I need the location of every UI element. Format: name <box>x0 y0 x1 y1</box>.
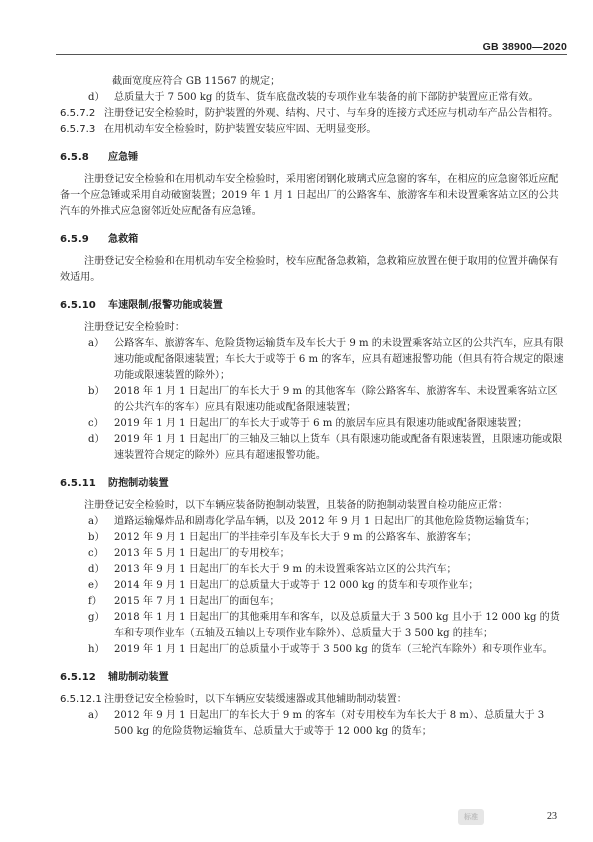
list-item-text: 公路客车、旅游客车、危险货物运输货车及车长大于 9 m 的未设置乘客站立区的公共汽车，应具有限速功能或配备限速装置；车长大于或等于 6 m 的客车，应具有超速报警功能（但具有符合规定的限速功能或限速装置的除外）； <box>114 338 564 381</box>
list-item-label: a） <box>88 338 105 349</box>
list-item <box>60 562 565 578</box>
section-number: 6.5.9 <box>60 234 89 245</box>
section-number: 6.5.11 <box>60 478 96 489</box>
list-item <box>60 90 565 106</box>
section-number: 6.5.8 <box>60 152 89 163</box>
numbered-clause <box>60 692 565 708</box>
list-item <box>60 610 565 642</box>
list-item-text: 2014 年 9 月 1 日起出厂的总质量大于或等于 12 000 kg 的货车和专项作业车； <box>114 580 479 591</box>
section-title: 急救箱 <box>108 234 139 245</box>
list-item-text: 2018 年 1 月 1 日起出厂的车长大于 9 m 的其他客车（除公路客车、旅游客车、未设置乘客站立区的公共汽车的客车）应具有限速功能或配备限速装置； <box>114 386 558 413</box>
numbered-clause <box>60 106 565 122</box>
list-item-text: 2019 年 1 月 1 日起出厂的三轴及三轴以上货车（具有限速功能或配备有限速装置，且限速功能或限速装置符合规定的除外）应具有超速报警功能。 <box>114 434 563 461</box>
document-body <box>60 74 565 740</box>
section-title: 应急锤 <box>108 152 139 163</box>
section-title: 防抱制动装置 <box>108 478 169 489</box>
page-number: 23 <box>547 811 557 822</box>
list-item-text: 2013 年 5 月 1 日起出厂的专用校车； <box>114 548 290 559</box>
clause-text: 在用机动车安全检验时，防护装置安装应牢固、无明显变形。 <box>104 124 377 135</box>
list-item <box>60 336 565 384</box>
section-heading <box>60 150 565 166</box>
list-item-text: 2018 年 1 月 1 日起出厂的其他乘用车和客车，以及总质量大于 3 500 kg 且小于 12 000 kg 的货车和专项作业车（五轴及五轴以上专项作业车除外）、总质量大于 3 500 kg 的挂车； <box>114 612 560 639</box>
list-item-text: 2012 年 9 月 1 日起出厂的半挂牵引车及车长大于 9 m 的公路客车、旅游客车； <box>114 532 477 543</box>
list-item-label: a） <box>88 710 105 721</box>
watermark-logo: 标准 <box>458 809 484 825</box>
section-number: 6.5.12 <box>60 672 96 683</box>
section-heading <box>60 670 565 686</box>
paragraph: 注册登记安全检验和在用机动车安全检验时，校车应配备急救箱，急救箱应放置在便于取用的位置并确保有效适用。 <box>60 256 559 283</box>
list-item <box>60 384 565 416</box>
section-number: 6.5.10 <box>60 300 96 311</box>
list-item-label: g） <box>88 612 105 623</box>
list-item-label: c） <box>88 418 104 429</box>
list-item-label: c） <box>88 548 104 559</box>
continued-text: 截面宽度应符合 GB 11567 的规定； <box>112 76 281 87</box>
list-item-label: h） <box>88 644 105 655</box>
section-heading <box>60 476 565 492</box>
paragraph: 注册登记安全检验时： <box>84 322 185 333</box>
clause-text: 注册登记安全检验时，以下车辆应安装缓速器或其他辅助制动装置： <box>104 694 407 705</box>
list-item-label: d） <box>88 92 105 103</box>
list-item-text: 总质量大于 7 500 kg 的货车、货车底盘改装的专项作业车装备的前下部防护装置应正常有效。 <box>114 92 539 103</box>
section-title: 辅助制动装置 <box>108 672 169 683</box>
list-item-text: 道路运输爆炸品和剧毒化学品车辆，以及 2012 年 9 月 1 日起出厂的其他危险货物运输货车； <box>114 516 536 527</box>
list-item-text: 2013 年 9 月 1 日起出厂的车长大于 9 m 的未设置乘客站立区的公共汽车； <box>114 564 457 575</box>
list-item-label: b） <box>88 532 105 543</box>
list-item-text: 2015 年 7 月 1 日起出厂的面包车； <box>114 596 280 607</box>
list-item-label: d） <box>88 564 105 575</box>
list-item <box>60 514 565 530</box>
list-item <box>60 530 565 546</box>
list-item <box>60 578 565 594</box>
clause-number: 6.5.7.3 <box>60 124 96 135</box>
standard-number-header: GB 38900—2020 <box>482 41 567 53</box>
section-heading <box>60 232 565 248</box>
list-item <box>60 642 565 658</box>
section-heading <box>60 298 565 314</box>
list-item <box>60 594 565 610</box>
list-item <box>60 708 565 740</box>
header-rule <box>56 54 567 55</box>
list-item-label: e） <box>88 580 105 591</box>
list-item <box>60 546 565 562</box>
section-title: 车速限制/报警功能或装置 <box>108 300 223 311</box>
list-item-label: f） <box>88 596 102 607</box>
list-item-label: d） <box>88 434 105 445</box>
clause-number: 6.5.12.1 <box>60 694 102 705</box>
list-item <box>60 432 565 464</box>
paragraph: 注册登记安全检验时，以下车辆应装备防抱制动装置，且装备的防抱制动装置自检功能应正常： <box>84 500 508 511</box>
clause-text: 注册登记安全检验时，防护装置的外观、结构、尺寸、与车身的连接方式还应与机动车产品公告相符。 <box>104 108 559 119</box>
list-item-text: 2012 年 9 月 1 日起出厂的车长大于 9 m 的客车（对专用校车为车长大于 8 m）、总质量大于 3 500 kg 的危险货物运输货车、总质量大于或等于 12 000 kg 的货车； <box>114 710 545 737</box>
paragraph: 注册登记安全检验和在用机动车安全检验时，采用密闭钢化玻璃式应急窗的客车，在相应的应急窗邻近应配备一个应急锤或采用自动破窗装置；2019 年 1 月 1 日起出厂的公路客车、旅游客车和未设置乘客站立区的公共汽车的外推式应急窗邻近处应配备有应急锤。 <box>60 174 559 217</box>
list-item-text: 2019 年 1 月 1 日起出厂的车长大于或等于 6 m 的旅居车应具有限速功能或配备限速装置； <box>114 418 528 429</box>
list-item-text: 2019 年 1 月 1 日起出厂的总质量小于或等于 3 500 kg 的货车（三轮汽车除外）和专项作业车。 <box>114 644 553 655</box>
list-item-label: b） <box>88 386 105 397</box>
list-item <box>60 416 565 432</box>
numbered-clause <box>60 122 565 138</box>
clause-number: 6.5.7.2 <box>60 108 96 119</box>
list-item-label: a） <box>88 516 105 527</box>
